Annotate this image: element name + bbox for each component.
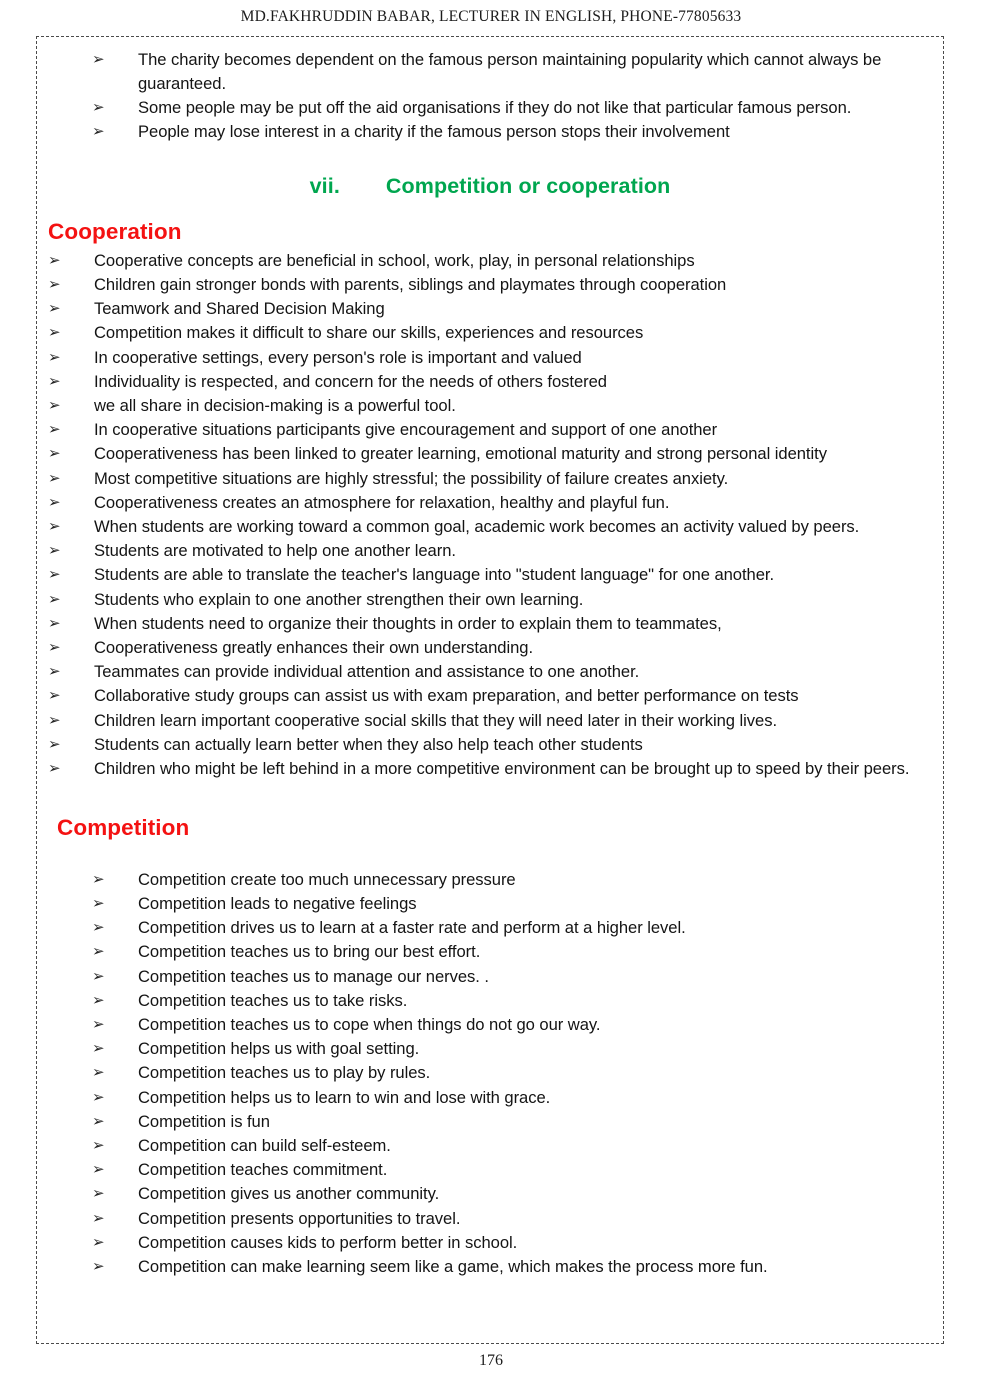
list-item-text: Competition teaches commitment.	[138, 1160, 388, 1180]
arrow-bullet-icon: ➢	[48, 759, 61, 778]
arrow-bullet-icon: ➢	[48, 565, 61, 584]
arrow-bullet-icon: ➢	[48, 589, 61, 608]
list-item-text: Competition can build self-esteem.	[138, 1136, 391, 1156]
arrow-bullet-icon: ➢	[48, 396, 61, 415]
arrow-bullet-icon: ➢	[92, 1257, 105, 1276]
list-item-text: Competition is fun	[138, 1111, 270, 1131]
list-item	[48, 757, 932, 781]
arrow-bullet-icon: ➢	[48, 686, 61, 705]
list-item	[92, 1134, 932, 1158]
competition-heading: Competition	[57, 814, 190, 840]
list-item	[92, 1061, 932, 1085]
arrow-bullet-icon: ➢	[92, 918, 105, 937]
arrow-bullet-icon: ➢	[92, 50, 105, 68]
list-item-text: Competition teaches us to play by rules.	[138, 1063, 431, 1083]
arrow-bullet-icon: ➢	[48, 420, 61, 439]
page-number: 176	[479, 1352, 503, 1369]
list-item	[48, 273, 932, 297]
cooperation-bullet-list	[48, 249, 932, 781]
arrow-bullet-icon: ➢	[92, 869, 105, 888]
list-item-text: Competition helps us with goal setting.	[138, 1039, 420, 1059]
arrow-bullet-icon: ➢	[48, 371, 61, 390]
arrow-bullet-icon: ➢	[92, 1136, 105, 1155]
list-item-text: When students are working toward a common goal, academic work becomes an activity valued by peers.	[94, 517, 860, 537]
list-item	[92, 1086, 932, 1110]
arrow-bullet-icon: ➢	[92, 1087, 105, 1106]
arrow-bullet-icon: ➢	[92, 1160, 105, 1179]
list-item	[48, 733, 932, 757]
competition-bullet-list	[92, 868, 932, 1279]
list-item	[48, 660, 932, 684]
list-item	[92, 1110, 932, 1134]
list-item-text: Competition teaches us to take risks.	[138, 990, 408, 1010]
arrow-bullet-icon: ➢	[92, 990, 105, 1009]
list-item-text: Competition teaches us to bring our best effort.	[138, 942, 481, 962]
arrow-bullet-icon: ➢	[48, 250, 61, 269]
list-item	[48, 515, 932, 539]
arrow-bullet-icon: ➢	[92, 1063, 105, 1082]
arrow-bullet-icon: ➢	[92, 942, 105, 961]
arrow-bullet-icon: ➢	[48, 541, 61, 560]
list-item-text: Competition makes it difficult to share our skills, experiences and resources	[94, 323, 644, 343]
list-item	[48, 684, 932, 708]
arrow-bullet-icon: ➢	[92, 97, 105, 116]
list-item	[48, 442, 932, 466]
list-item-text: Teammates can provide individual attention and assistance to one another.	[94, 662, 640, 682]
list-item-text: Competition drives us to learn at a faster rate and perform at a higher level.	[138, 918, 686, 938]
page-content	[48, 48, 932, 1279]
arrow-bullet-icon: ➢	[48, 299, 61, 318]
list-item	[92, 1037, 932, 1061]
section-heading	[48, 174, 932, 199]
list-item	[48, 370, 932, 394]
arrow-bullet-icon: ➢	[48, 662, 61, 681]
list-item-text: Students who explain to one another strengthen their own learning.	[94, 589, 584, 609]
section-title: Competition or cooperation	[385, 173, 671, 198]
list-item	[48, 563, 932, 587]
list-item-text: Cooperativeness has been linked to greater learning, emotional maturity and strong personal identity	[94, 444, 827, 464]
list-item	[48, 418, 932, 442]
arrow-bullet-icon: ➢	[92, 1039, 105, 1058]
arrow-bullet-icon: ➢	[92, 122, 105, 141]
list-item	[48, 249, 932, 273]
list-item-text: Cooperative concepts are beneficial in school, work, play, in personal relationships	[94, 250, 695, 270]
list-item	[92, 940, 932, 964]
list-item-text: Children who might be left behind in a more competitive environment can be brought up to speed by their peers.	[94, 759, 910, 779]
list-item-text: Competition helps us to learn to win and lose with grace.	[138, 1087, 551, 1107]
list-item-text: Collaborative study groups can assist us with exam preparation, and better performance on tests	[94, 686, 799, 706]
list-item	[48, 612, 932, 636]
list-item-text: Teamwork and Shared Decision Making	[94, 299, 385, 319]
arrow-bullet-icon: ➢	[48, 517, 61, 536]
list-item-text: we all share in decision-making is a powerful tool.	[94, 396, 456, 416]
list-item-text: Competition teaches us to manage our nerves. .	[138, 966, 489, 986]
arrow-bullet-icon: ➢	[48, 638, 61, 657]
arrow-bullet-icon: ➢	[48, 710, 61, 729]
arrow-bullet-icon: ➢	[48, 444, 61, 463]
arrow-bullet-icon: ➢	[48, 492, 61, 511]
arrow-bullet-icon: ➢	[92, 1111, 105, 1130]
list-item	[48, 539, 932, 563]
list-item-text: Students are able to translate the teacher's language into "student language" for one another.	[94, 565, 775, 585]
list-item	[48, 491, 932, 515]
list-item	[92, 1158, 932, 1182]
list-item-text: In cooperative settings, every person's role is important and valued	[94, 347, 582, 367]
list-item	[92, 96, 932, 120]
list-item-text: People may lose interest in a charity if the famous person stops their involvement	[138, 122, 730, 142]
arrow-bullet-icon: ➢	[92, 966, 105, 985]
list-item-text: Cooperativeness greatly enhances their own understanding.	[94, 638, 534, 658]
list-item-text: Students can actually learn better when they also help teach other students	[94, 734, 643, 754]
list-item	[92, 1231, 932, 1255]
list-item-text: Children gain stronger bonds with parents, siblings and playmates through cooperation	[94, 275, 727, 295]
arrow-bullet-icon: ➢	[48, 323, 61, 342]
list-item	[48, 346, 932, 370]
list-item-text: Competition leads to negative feelings	[138, 893, 417, 913]
list-item	[48, 467, 932, 491]
list-item-text: Competition presents opportunities to travel.	[138, 1208, 461, 1228]
list-item-text: Students are motivated to help one another learn.	[94, 541, 456, 561]
arrow-bullet-icon: ➢	[48, 347, 61, 366]
list-item	[92, 1255, 932, 1279]
arrow-bullet-icon: ➢	[92, 893, 105, 912]
list-item-text: The charity becomes dependent on the famous person maintaining popularity which cannot always be guaranteed.	[138, 50, 882, 93]
arrow-bullet-icon: ➢	[48, 734, 61, 753]
list-item	[48, 321, 932, 345]
list-item	[92, 916, 932, 940]
list-item-text: Some people may be put off the aid organisations if they do not like that particular famous person.	[138, 97, 852, 117]
list-item	[48, 588, 932, 612]
arrow-bullet-icon: ➢	[92, 1015, 105, 1033]
arrow-bullet-icon: ➢	[48, 468, 61, 487]
list-item	[48, 297, 932, 321]
arrow-bullet-icon: ➢	[92, 1208, 105, 1227]
list-item	[48, 394, 932, 418]
list-item	[92, 120, 932, 144]
list-item-text: Competition teaches us to cope when things do not go our way.	[138, 1015, 601, 1034]
list-item	[92, 892, 932, 916]
list-item	[92, 1013, 932, 1037]
list-item	[92, 868, 932, 892]
list-item-text: In cooperative situations participants give encouragement and support of one another	[94, 420, 718, 440]
list-item	[92, 989, 932, 1013]
list-item	[92, 965, 932, 989]
running-header: MD.FAKHRUDDIN BABAR, LECTURER IN ENGLISH, PHONE-77805633	[240, 8, 742, 25]
cooperation-heading: Cooperation	[48, 218, 182, 244]
list-item-text: Competition gives us another community.	[138, 1184, 440, 1204]
section-numeral: vii.	[309, 173, 340, 198]
list-item-text: Competition causes kids to perform better in school.	[138, 1232, 518, 1252]
list-item	[92, 1207, 932, 1231]
list-item-text: Competition can make learning seem like a game, which makes the process more fun.	[138, 1257, 768, 1277]
list-item-text: Cooperativeness creates an atmosphere for relaxation, healthy and playful fun.	[94, 492, 670, 512]
list-item-text: Individuality is respected, and concern for the needs of others fostered	[94, 371, 607, 391]
list-item-text: Competition create too much unnecessary pressure	[138, 869, 516, 889]
list-item-text: Most competitive situations are highly stressful; the possibility of failure creates anxiety.	[94, 468, 729, 488]
arrow-bullet-icon: ➢	[48, 613, 61, 632]
list-item-text: Children learn important cooperative social skills that they will need later in their working lives.	[94, 710, 778, 730]
list-item	[92, 48, 932, 95]
list-item	[48, 709, 932, 733]
list-item-text: When students need to organize their thoughts in order to explain them to teammates,	[94, 613, 722, 633]
top-bullet-list	[92, 48, 932, 144]
arrow-bullet-icon: ➢	[92, 1184, 105, 1203]
list-item	[92, 1182, 932, 1206]
list-item	[48, 636, 932, 660]
arrow-bullet-icon: ➢	[48, 275, 61, 294]
arrow-bullet-icon: ➢	[92, 1232, 105, 1251]
